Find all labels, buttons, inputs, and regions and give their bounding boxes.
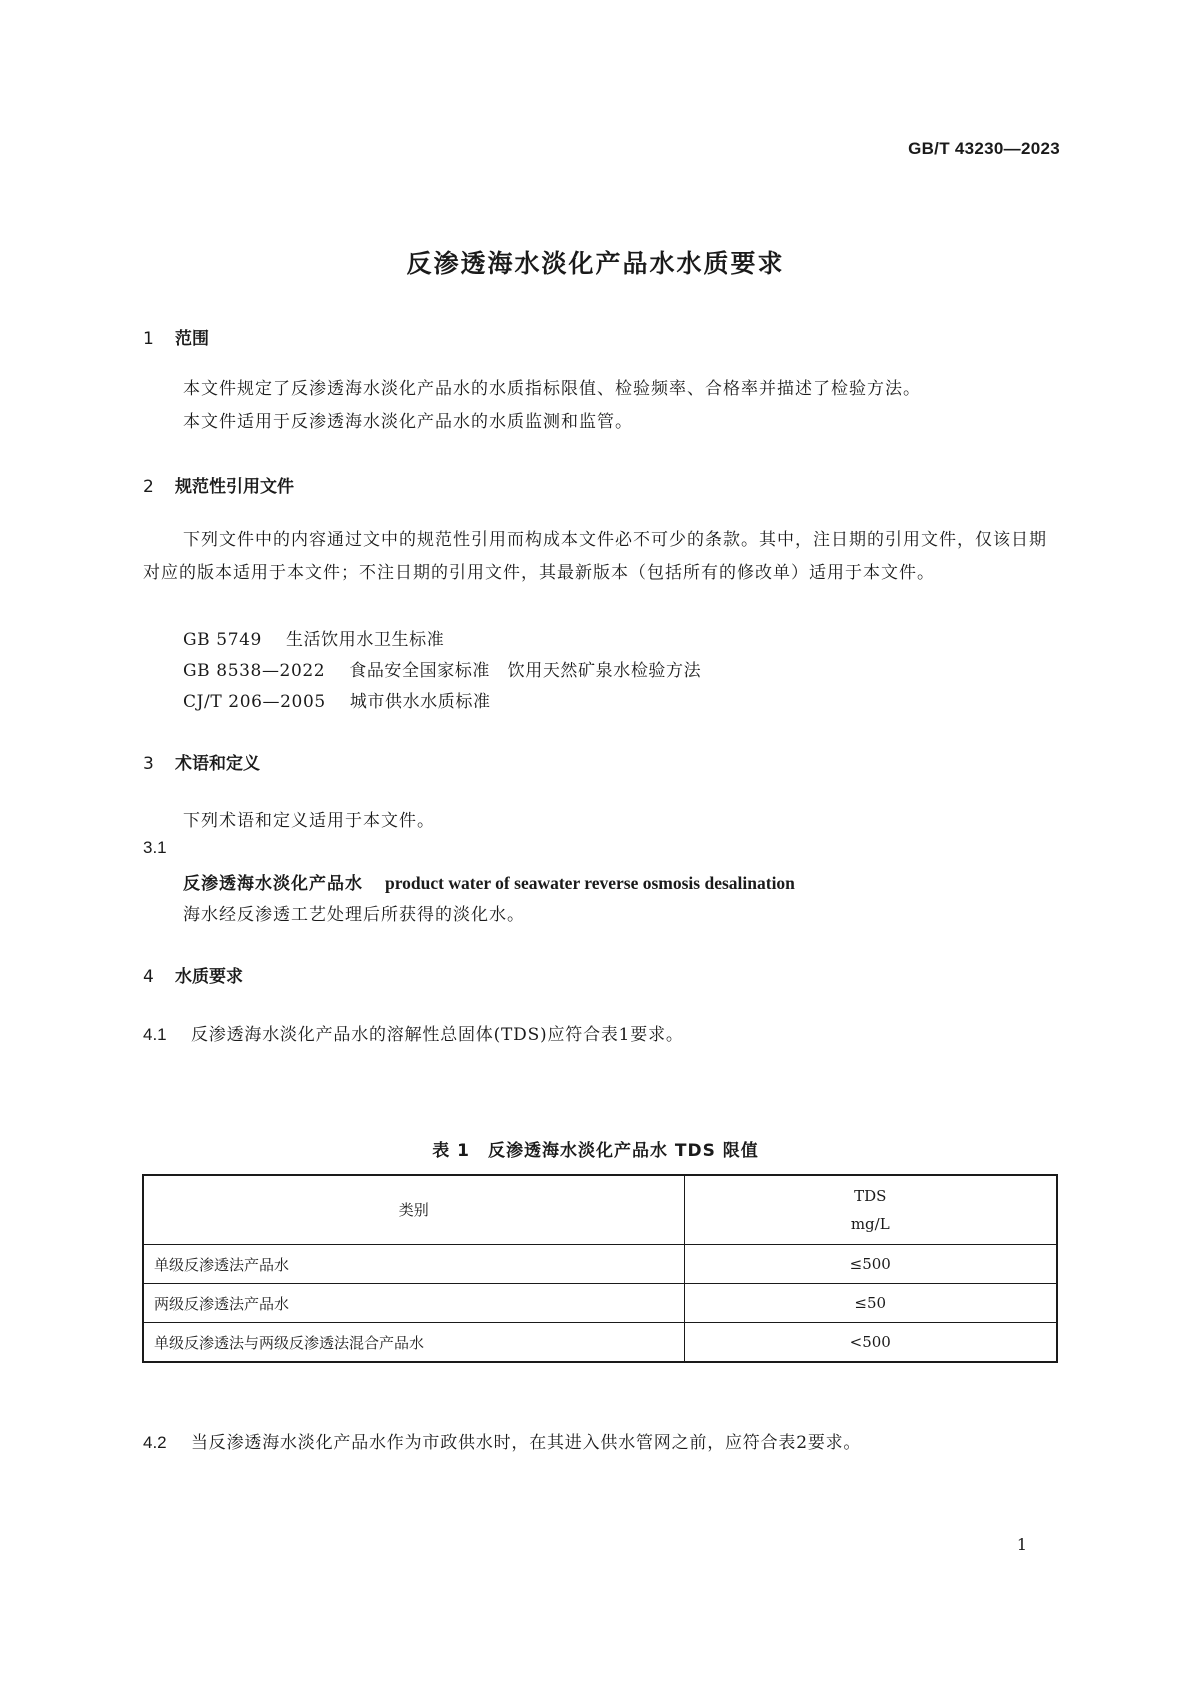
reference-code: GB 8538—2022: [183, 661, 326, 681]
section-number: 1: [143, 329, 154, 349]
term-english: product water of seawater reverse osmosis desalination: [385, 873, 795, 893]
row-value: ≤50: [684, 1284, 1057, 1323]
term-number: 3.1: [143, 838, 167, 857]
table-1-caption: 表 1 反渗透海水淡化产品水 TDS 限值: [432, 1141, 759, 1161]
section-3-heading: [143, 749, 260, 774]
reference-item: [183, 656, 701, 681]
section-number: 4: [143, 967, 154, 987]
reference-name: 生活饮用水卫生标准: [285, 630, 445, 650]
reference-name: 食品安全国家标准 饮用天然矿泉水检验方法: [349, 661, 702, 681]
section-4-heading: [143, 962, 243, 987]
page-number: 1: [1016, 1535, 1027, 1554]
term-entry: [183, 869, 795, 894]
header-tds: [684, 1175, 1057, 1245]
table-row: [143, 1245, 1057, 1284]
reference-code: CJ/T 206—2005: [183, 692, 326, 712]
row-category: 两级反渗透法产品水: [143, 1284, 684, 1323]
clause-text: 反渗透海水淡化产品水的溶解性总固体(TDS)应符合表1要求。: [191, 1025, 684, 1045]
clause-text: 当反渗透海水淡化产品水作为市政供水时，在其进入供水管网之前，应符合表2要求。: [191, 1433, 862, 1453]
standard-number: GB/T 43230—2023: [908, 139, 1060, 158]
table-row: [143, 1323, 1057, 1363]
document-title: 反渗透海水淡化产品水水质要求: [406, 249, 785, 278]
section-1-heading: [143, 324, 209, 349]
row-value: ≤500: [684, 1245, 1057, 1284]
terms-intro: 下列术语和定义适用于本文件。: [183, 811, 435, 831]
section-2-heading: [143, 472, 294, 497]
header-tds-label: TDS: [854, 1187, 887, 1205]
row-category: 单级反渗透法与两级反渗透法混合产品水: [143, 1323, 684, 1363]
references-intro: 下列文件中的内容通过文中的规范性引用而构成本文件必不可少的条款。其中，注日期的引用文件，仅该日期对应的版本适用于本文件；不注日期的引用文件，其最新版本（包括所有的修改单）适用于本文件。: [143, 530, 1047, 583]
row-category: 单级反渗透法产品水: [143, 1245, 684, 1284]
row-value: <500: [684, 1323, 1057, 1363]
clause-number: 4.1: [143, 1025, 167, 1044]
reference-code: GB 5749: [183, 630, 262, 650]
reference-name: 城市供水水质标准: [349, 692, 491, 712]
table-row: [143, 1284, 1057, 1323]
table-header-row: [143, 1175, 1057, 1245]
section-title: 水质要求: [175, 967, 243, 987]
scope-paragraph-2: 本文件适用于反渗透海水淡化产品水的水质监测和监管。: [183, 412, 633, 432]
term-chinese: 反渗透海水淡化产品水: [183, 874, 363, 894]
header-tds-unit: mg/L: [850, 1215, 890, 1233]
section-title: 范围: [175, 329, 209, 349]
clause-4-2: [143, 1428, 861, 1453]
tds-limit-table: [142, 1174, 1058, 1363]
section-title: 术语和定义: [175, 754, 260, 774]
section-number: 3: [143, 754, 154, 774]
clause-number: 4.2: [143, 1433, 167, 1452]
term-definition: 海水经反渗透工艺处理后所获得的淡化水。: [183, 905, 525, 925]
scope-paragraph-1: 本文件规定了反渗透海水淡化产品水的水质指标限值、检验频率、合格率并描述了检验方法。: [183, 379, 921, 399]
reference-item: [183, 625, 444, 650]
clause-4-1: [143, 1020, 684, 1045]
reference-item: [183, 687, 491, 712]
section-number: 2: [143, 477, 154, 497]
section-title: 规范性引用文件: [175, 477, 294, 497]
header-category: 类别: [143, 1175, 684, 1245]
